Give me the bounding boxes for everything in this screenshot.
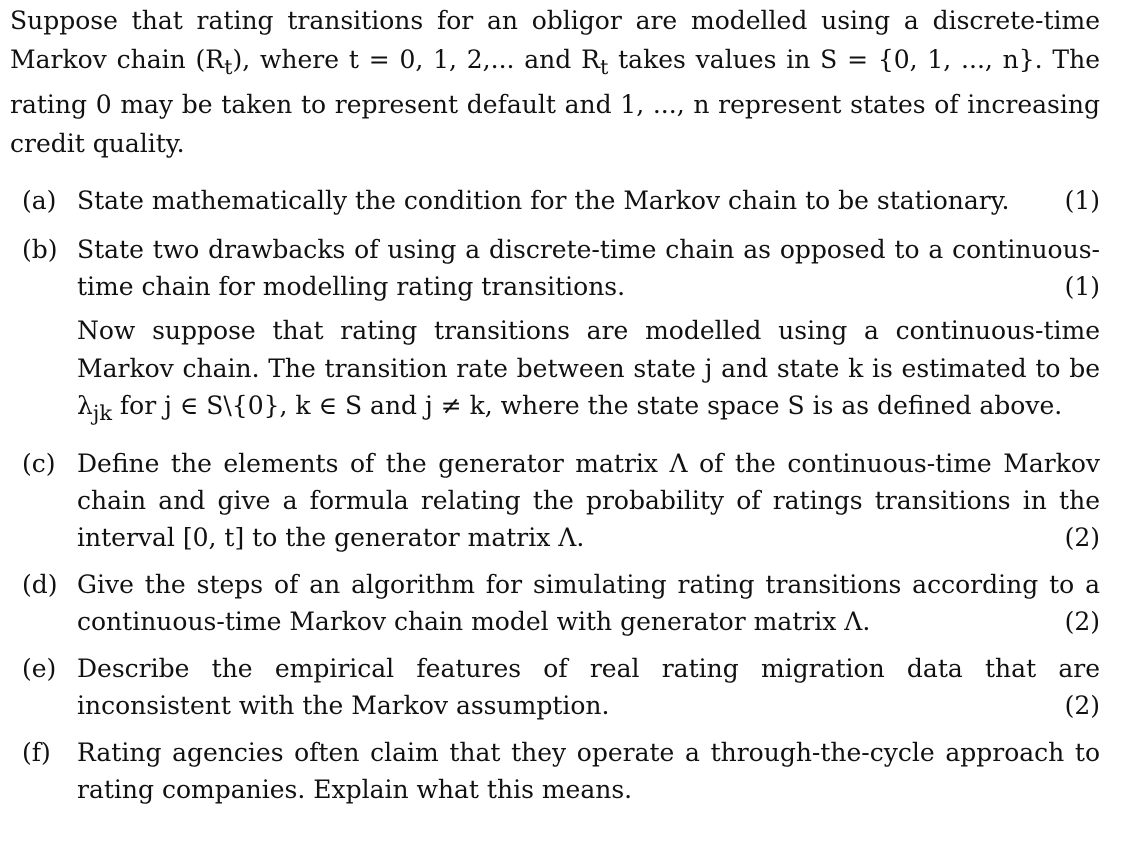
intro-text-3: takes values in S = {0, 1, ..., n}. The rating 0 may be taken to represent default and 1, ..., n represent states of increasing credit quality.	[10, 44, 1100, 158]
question-e	[0, 650, 1100, 724]
question-label: (f)	[22, 737, 51, 767]
question-label: (c)	[22, 448, 56, 478]
question-text: Define the elements of the generator matrix Λ of the continuous-time Markov chain and give a formula relating the probability of ratings transitions in the interval [0, t] to the generator matrix Λ.	[77, 448, 1100, 552]
question-text: State two drawbacks of using a discrete-time chain as opposed to a continuous-time chain for modelling rating transitions.	[77, 235, 1100, 301]
question-b	[0, 231, 1100, 305]
question-label: (b)	[22, 235, 58, 264]
question-c	[0, 445, 1100, 556]
intro-paragraph	[10, 2, 1100, 163]
continuation-subscript-jk: jk	[92, 401, 112, 425]
question-marks: (2)	[1064, 690, 1100, 720]
question-marks: (2)	[1064, 606, 1100, 636]
question-a	[0, 182, 1100, 219]
question-list	[0, 182, 1100, 808]
question-d	[0, 566, 1100, 640]
intro-text-2: ), where t = 0, 1, 2,... and R	[232, 44, 600, 74]
question-f	[0, 734, 1100, 808]
question-label: (a)	[22, 186, 57, 215]
question-marks: (1)	[1064, 272, 1100, 301]
question-text: State mathematically the condition for the Markov chain to be stationary.	[77, 186, 1010, 215]
continuation-text-2: for j ∈ S\{0}, k ∈ S and j ≠ k, where the state space S is as defined above.	[111, 391, 1063, 420]
question-label: (d)	[22, 569, 58, 599]
question-text: Describe the empirical features of real rating migration data that are inconsistent with the Markov assumption.	[77, 653, 1100, 720]
question-marks: (1)	[1064, 186, 1100, 215]
question-text: Rating agencies often claim that they operate a through-the-cycle approach to rating companies. Explain what this means.	[77, 737, 1100, 804]
continuous-time-paragraph	[0, 312, 1100, 433]
question-marks: (2)	[1064, 522, 1100, 552]
question-label: (e)	[22, 653, 57, 683]
continuation-text-1: Now suppose that rating transitions are modelled using a continuous-time Markov chain. The transition rate between state j and state k is estimated to be λ	[77, 316, 1100, 420]
question-text: Give the steps of an algorithm for simulating rating transitions according to a continuous-time Markov chain model with generator matrix Λ.	[77, 569, 1100, 636]
intro-subscript-t: t	[224, 54, 233, 79]
intro-subscript-t-2: t	[599, 54, 609, 79]
intro-text-1: Suppose that rating transitions for an obligor are modelled using a discrete-time Markov chain (R	[10, 6, 1100, 74]
